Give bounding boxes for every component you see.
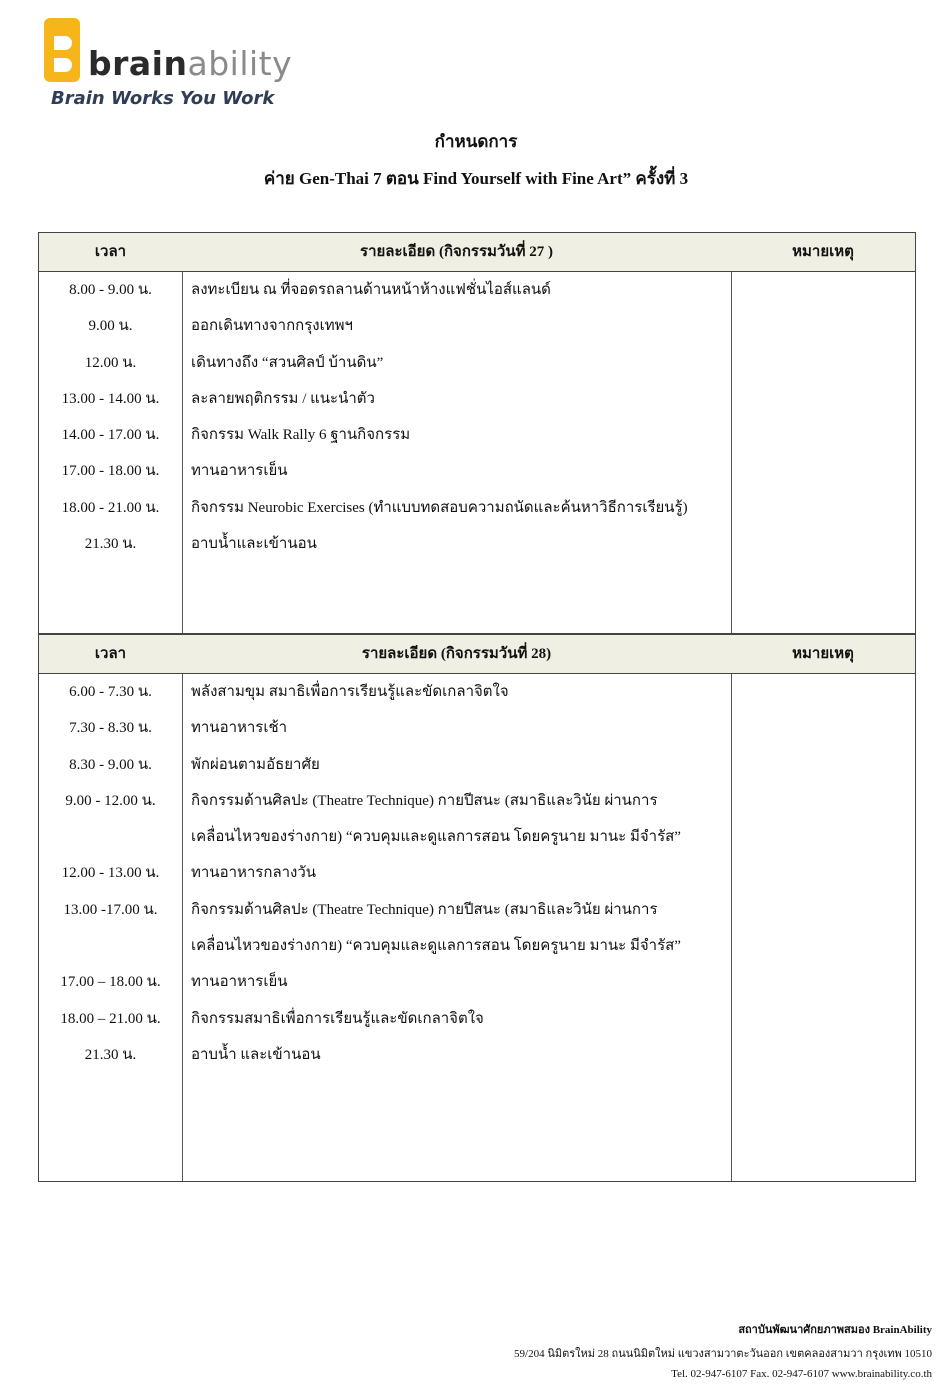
row-time: 9.00 - 12.00 น. — [65, 792, 156, 809]
table-row — [39, 1037, 915, 1073]
row-detail: เดินทางถึง “สวนศิลป์ บ้านดิน” — [191, 354, 384, 371]
table-row — [39, 417, 915, 453]
table-row — [39, 819, 915, 855]
table-row — [39, 710, 915, 746]
logo-b-icon — [44, 18, 80, 82]
row-detail: พักผ่อนตามอัธยาศัย — [191, 756, 320, 773]
row-time: 7.30 - 8.30 น. — [69, 720, 152, 737]
row-detail: กิจกรรม Neurobic Exercises (ทำแบบทดสอบความถนัดและค้นหาวิธีการเรียนรู้) — [191, 499, 688, 516]
table-row — [39, 674, 915, 710]
table-row — [39, 381, 915, 417]
brainability-logo — [44, 18, 293, 113]
row-detail: พลังสามขุม สมาธิเพื่อการเรียนรู้และขัดเกลาจิตใจ — [191, 684, 509, 700]
footer-address: 59/204 นิมิตรใหม่ 28 ถนนนิมิตใหม่ แขวงสามวาตะวันออก เขตคลองสามวา กรุงเทพ 10510 — [514, 1348, 932, 1360]
header-detail: รายละเอียด (กิจกรรมวันที่ 27 ) — [360, 244, 553, 260]
table-row — [39, 892, 915, 928]
row-time: 14.00 - 17.00 น. — [61, 427, 160, 444]
header-time: เวลา — [94, 646, 127, 662]
row-time: 8.30 - 9.00 น. — [69, 756, 152, 773]
row-time: 13.00 -17.00 น. — [63, 901, 158, 918]
row-detail: ทานอาหารเย็น — [191, 974, 288, 991]
row-time: 17.00 - 18.00 น. — [61, 463, 160, 480]
row-detail: ทานอาหารเช้า — [191, 720, 288, 737]
header-note: หมายเหตุ — [792, 646, 854, 662]
table-row — [39, 928, 915, 964]
table-header — [39, 233, 915, 272]
row-time: 18.00 - 21.00 น. — [61, 499, 160, 516]
row-detail: เคลื่อนไหวของร่างกาย) “ควบคุมและดูแลการสอน โดยครูนาย มานะ มีจำรัส” — [191, 829, 681, 846]
row-detail: ออกเดินทางจากกรุงเทพฯ — [191, 318, 353, 335]
row-detail: ละลายพฤติกรรม / แนะนำตัว — [191, 390, 375, 407]
camp-title: ค่าย Gen-Thai 7 ตอน Find Yourself with Fine Art” ครั้งที่ 3 — [263, 169, 689, 188]
table-row — [39, 783, 915, 819]
row-detail: กิจกรรมด้านศิลปะ (Theatre Technique) กายปีสนะ (สมาธิและวินัย ผ่านการ — [191, 792, 658, 809]
footer-contact: Tel. 02-947-6107 Fax. 02-947-6107 www.brainability.co.th — [671, 1368, 932, 1380]
table-header — [39, 635, 915, 674]
row-detail: อาบน้ำและเข้านอน — [191, 536, 317, 553]
row-detail: ทานอาหารเย็น — [191, 463, 288, 480]
table-row — [39, 747, 915, 783]
row-time: 8.00 - 9.00 น. — [69, 282, 152, 298]
row-time: 6.00 - 7.30 น. — [69, 684, 152, 700]
table-row — [39, 345, 915, 381]
row-time: 13.00 - 14.00 น. — [61, 390, 160, 407]
row-time: 12.00 - 13.00 น. — [61, 865, 160, 882]
row-time: 21.30 น. — [84, 1046, 137, 1063]
row-detail: ลงทะเบียน ณ ที่จอดรถลานด้านหน้าห้างแฟชั่นไอส์แลนด์ — [191, 282, 551, 298]
row-detail: ทานอาหารกลางวัน — [191, 865, 317, 882]
page-title: กำหนดการ — [434, 132, 518, 151]
table-row — [39, 1001, 915, 1037]
table-row — [39, 526, 915, 562]
row-detail: กิจกรรมด้านศิลปะ (Theatre Technique) กายปีสนะ (สมาธิและวินัย ผ่านการ — [191, 901, 658, 918]
row-time: 9.00 น. — [88, 318, 133, 335]
header-time: เวลา — [94, 244, 127, 260]
tagline: Brain Works You Work — [51, 88, 275, 109]
footer-org: สถาบันพัฒนาศักยภาพสมอง BrainAbility — [738, 1324, 932, 1336]
table-row — [39, 453, 915, 489]
schedule-table-day28 — [38, 634, 916, 1182]
logo-word-bold: brain — [88, 44, 188, 83]
logo-word-light: ability — [187, 44, 293, 83]
header-note: หมายเหตุ — [792, 244, 854, 260]
row-detail: กิจกรรม Walk Rally 6 ฐานกิจกรรม — [191, 427, 411, 444]
schedule-table-day27 — [38, 232, 916, 634]
header-detail: รายละเอียด (กิจกรรมวันที่ 28) — [361, 646, 552, 662]
table-row — [39, 272, 915, 308]
row-time: 12.00 น. — [84, 354, 137, 371]
row-detail: กิจกรรมสมาธิเพื่อการเรียนรู้และขัดเกลาจิตใจ — [191, 1010, 484, 1027]
table-row — [39, 855, 915, 891]
row-time: 17.00 – 18.00 น. — [60, 974, 161, 991]
table-row — [39, 964, 915, 1000]
table-row — [39, 308, 915, 344]
row-time: 21.30 น. — [84, 536, 137, 553]
row-detail: อาบน้ำ และเข้านอน — [191, 1046, 321, 1063]
row-time: 18.00 – 21.00 น. — [60, 1010, 161, 1027]
table-row — [39, 490, 915, 526]
row-detail: เคลื่อนไหวของร่างกาย) “ควบคุมและดูแลการสอน โดยครูนาย มานะ มีจำรัส” — [191, 938, 681, 955]
logo-wordmark — [88, 44, 292, 83]
